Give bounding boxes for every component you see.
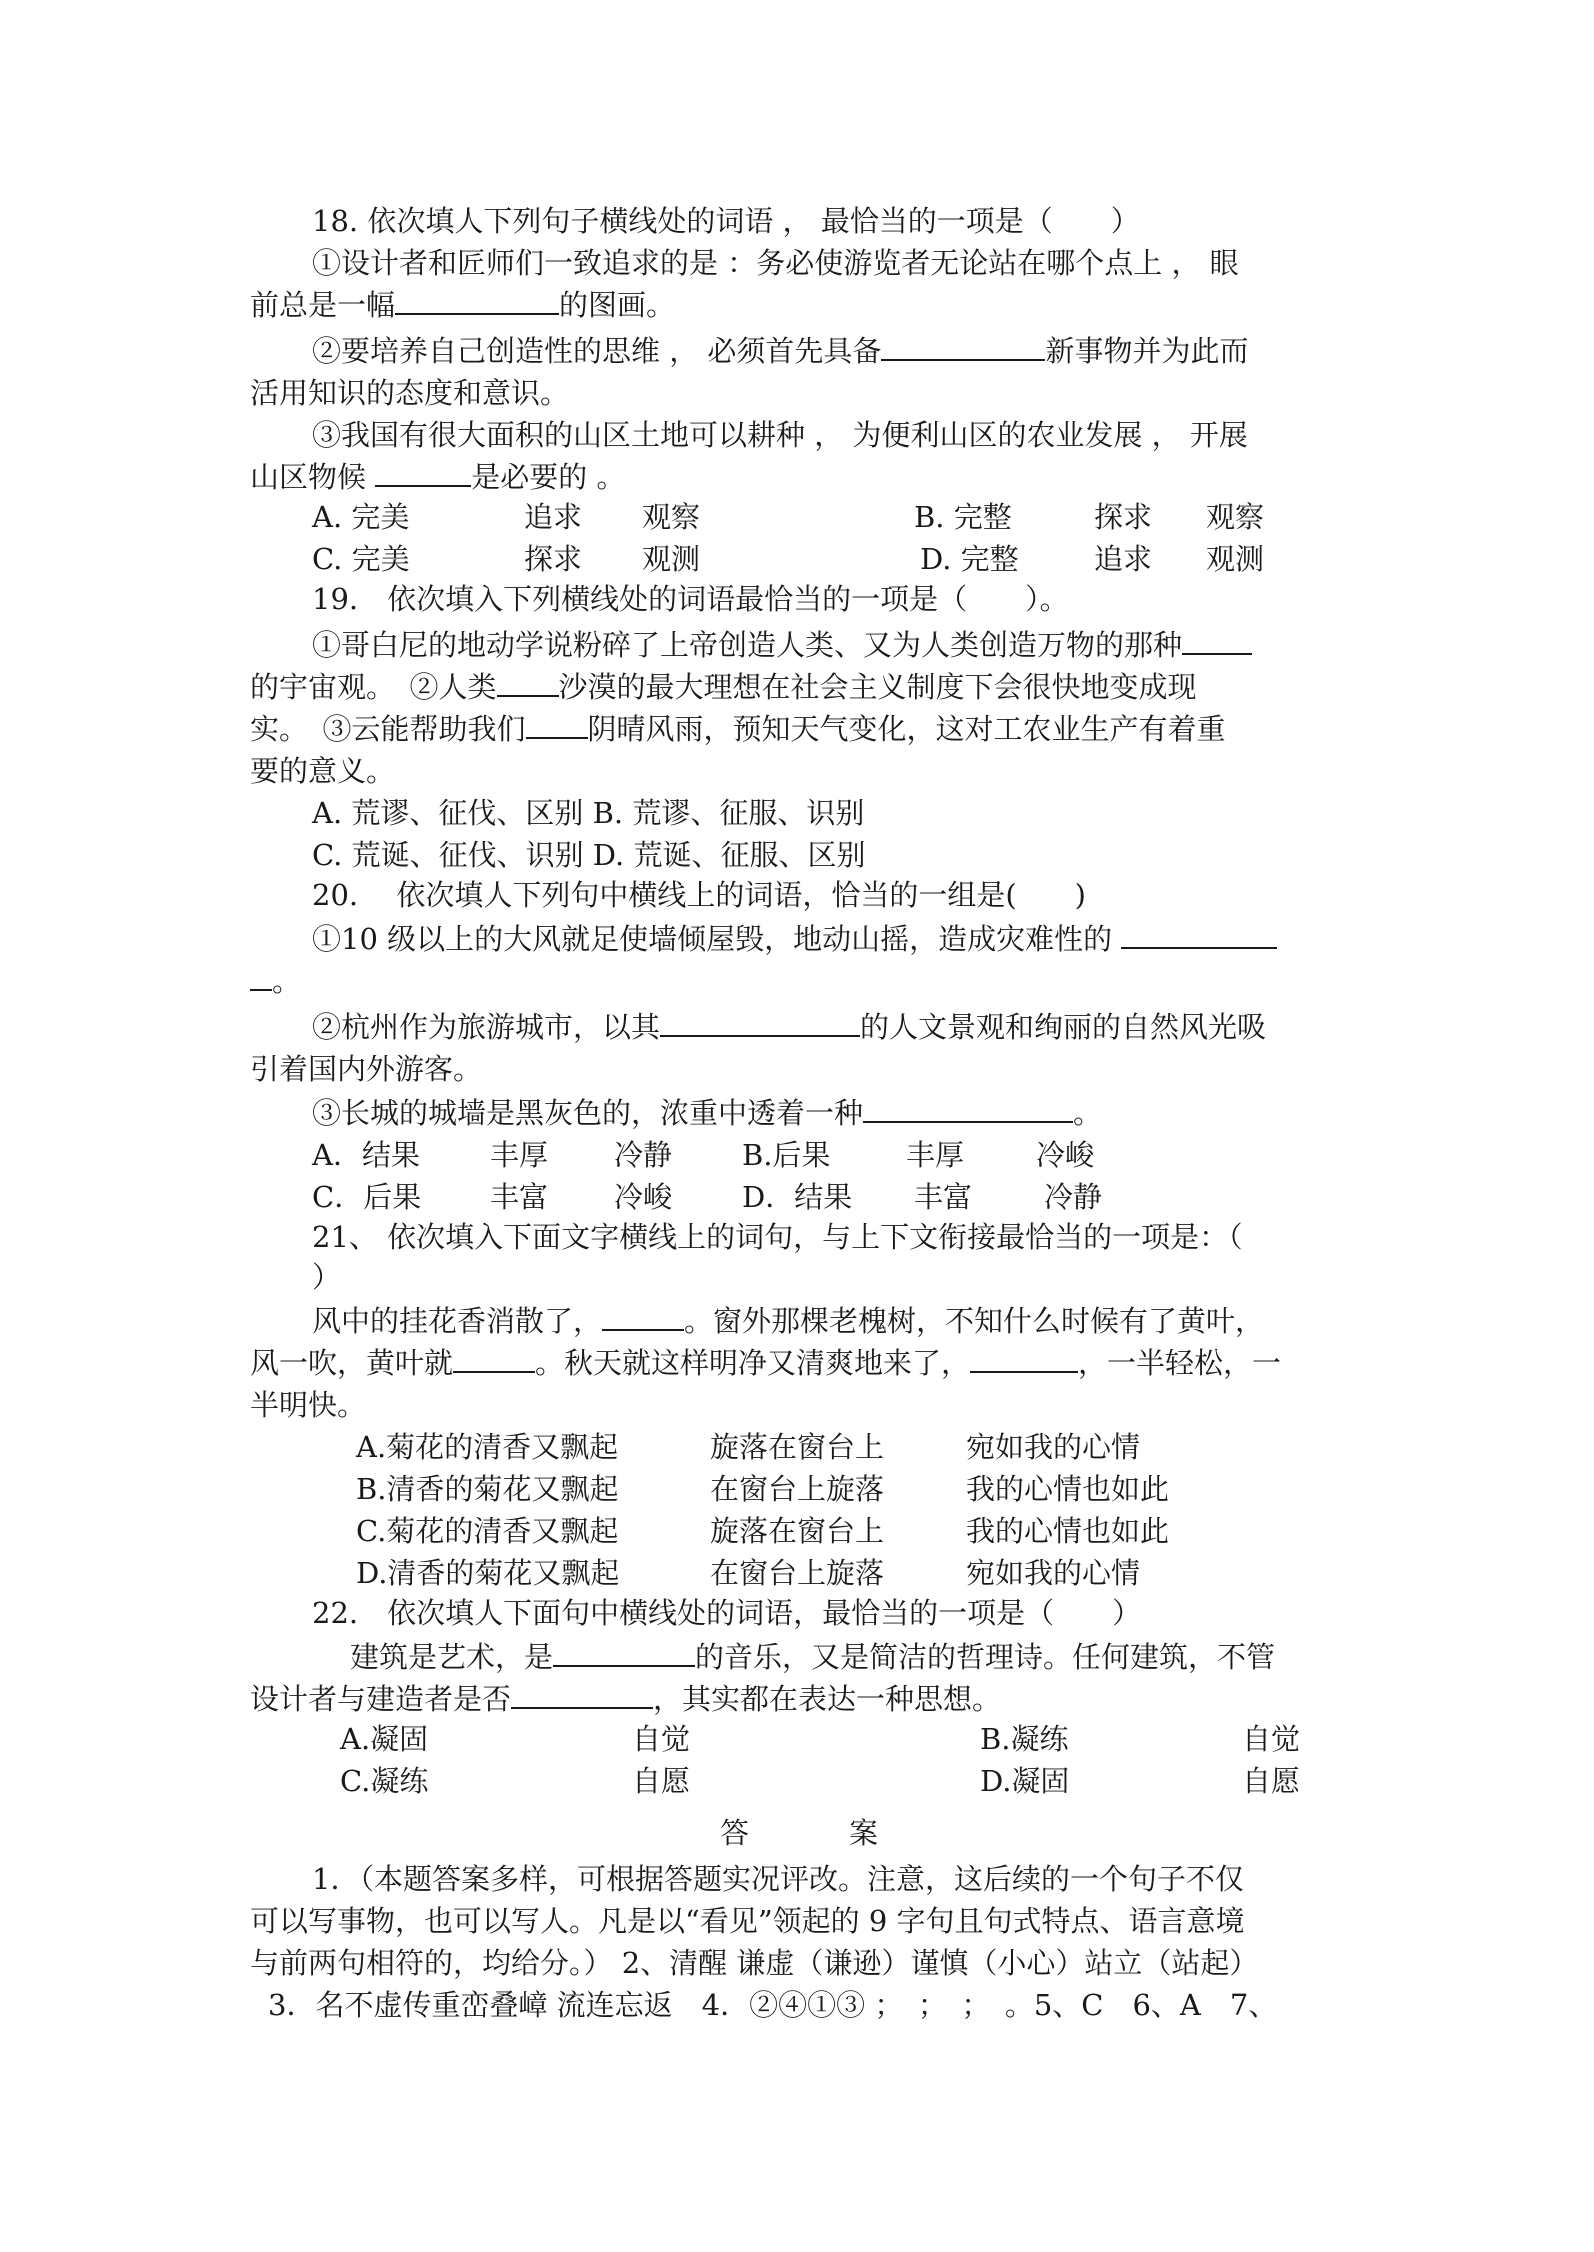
q21-stem: 21、 依次填入下面文字横线上的词句，与上下文衔接最恰当的一项是：（ — [312, 1220, 1243, 1254]
answers-line2: 可以写事物，也可以写人。凡是以“看见”领起的 9 字句且句式特点、语言意境 — [250, 1904, 1245, 1938]
q21-passage2: 风一吹，黄叶就 。秋天就这样明净又清爽地来了， ，一半轻松，一 — [250, 1346, 1282, 1380]
q20-line3: ③长城的城墙是黑灰色的，浓重中透着一种 。 — [312, 1096, 1103, 1130]
q21-option-c: C.菊花的清香又飘起 旋落在窗台上 我的心情也如此 — [356, 1514, 1170, 1548]
blank — [250, 963, 272, 991]
blank — [553, 1639, 695, 1667]
q21-option-b: B.清香的菊花又飘起 在窗台上旋落 我的心情也如此 — [356, 1472, 1170, 1506]
q19-line2: 的宇宙观。 ②人类 沙漠的最大理想在社会主义制度下会很快地变成现 — [250, 670, 1197, 704]
answers-line3: 与前两句相符的，均给分。） 2、清醒 谦虚（谦逊）谨慎（小心）站立（站起） — [250, 1946, 1259, 1980]
q19-line4: 要的意义。 — [250, 754, 396, 788]
blank — [375, 459, 471, 487]
blank — [970, 1345, 1078, 1373]
q18-options-ab: A. 完美 追求 观察 B. 完整 探求 观察 — [312, 500, 1265, 534]
q18-sentence2: ②要培养自己创造性的思维 ， 必须首先具备 新事物并为此而 — [312, 334, 1249, 368]
blank — [660, 1009, 860, 1037]
q22-options-cd: C.凝练 自愿 D.凝固 自愿 — [340, 1764, 1301, 1798]
q21-passage1: 风中的挂花香消散了， 。窗外那棵老槐树，不知什么时候有了黄叶， — [312, 1304, 1265, 1338]
q18-stem: 18. 依次填人下列句子横线处的词语 ， 最恰当的一项是（ ） — [312, 204, 1140, 238]
q19-options-ab: A. 荒谬、征伐、区别 B. 荒谬、征服、识别 — [312, 796, 865, 830]
q18-sentence3: ③我国有很大面积的山区土地可以耕种 ， 为便利山区的农业发展 ， 开展 — [312, 418, 1248, 452]
q18-options-cd: C. 完美 探求 观测 D. 完整 追求 观测 — [312, 542, 1265, 576]
q21-passage3: 半明快。 — [250, 1388, 367, 1422]
q22-line1: 建筑是艺术，是 的音乐，又是简洁的哲理诗。任何建筑，不管 — [350, 1640, 1276, 1674]
q21-option-a: A.菊花的清香又飘起 旋落在窗台上 宛如我的心情 — [356, 1430, 1141, 1464]
answers-line4: 3．名不虚传重峦叠嶂 流连忘返 4．②④①③ ； ； ； 。5、C 6、A 7、 — [268, 1988, 1278, 2022]
q19-line1: ①哥白尼的地动学说粉碎了上帝创造人类、又为人类创造万物的那种 — [312, 624, 1252, 666]
blank — [497, 669, 559, 697]
q21-stem-cont: ） — [312, 1260, 342, 1294]
blank — [511, 1681, 653, 1709]
answers-line1: 1．（本题答案多样，可根据答题实况评改。注意，这后续的一个句子不仅 — [312, 1862, 1244, 1896]
blank — [395, 287, 559, 315]
q20-line2-cont: 引着国内外游客。 — [250, 1052, 483, 1086]
q22-line2: 设计者与建造者是否 ，其实都在表达一种思想。 — [250, 1682, 1002, 1716]
q18-sentence2-cont: 活用知识的态度和意识。 — [250, 376, 570, 410]
q18-sentence3-cont: 山区物候 是必要的 。 — [250, 460, 626, 494]
blank — [526, 711, 588, 739]
blank — [863, 1095, 1073, 1123]
blank — [602, 1303, 684, 1331]
q20-stem: 20. 依次填人下列句中横线上的词语，恰当的一组是( ) — [312, 878, 1086, 912]
blank — [453, 1345, 535, 1373]
q19-line3: 实。 ③云能帮助我们 阴晴风雨，预知天气变化，这对工农业生产有着重 — [250, 712, 1226, 746]
q21-option-d: D.清香的菊花又飘起 在窗台上旋落 宛如我的心情 — [356, 1556, 1141, 1590]
q22-options-ab: A.凝固 自觉 B.凝练 自觉 — [340, 1722, 1301, 1756]
q20-options-cd: C．后果 丰富 冷峻 D．结果 丰富 冷静 — [312, 1180, 1103, 1214]
q20-line2: ②杭州作为旅游城市，以其 的人文景观和绚丽的自然风光吸 — [312, 1010, 1267, 1044]
q19-options-cd: C. 荒诞、征伐、识别 D. 荒诞、征服、区别 — [312, 838, 866, 872]
q18-sentence1: ①设计者和匠师们一致追求的是 ：务必使游览者无论站在哪个点上 ， 眼 — [312, 246, 1239, 280]
q18-sentence1-cont: 前总是一幅 的图画。 — [250, 288, 676, 322]
blank — [1121, 921, 1277, 949]
blank — [1182, 627, 1252, 655]
q20-line1-cont: 。 — [250, 960, 301, 1002]
q19-stem: 19. 依次填入下列横线处的词语最恰当的一项是（ ）。 — [312, 582, 1069, 616]
answers-title: 答 案 — [720, 1816, 879, 1850]
q22-stem: 22. 依次填人下面句中横线处的词语，最恰当的一项是（ ） — [312, 1596, 1142, 1630]
q20-line1: ①10 级以上的大风就足使墙倾屋毁，地动山摇，造成灾难性的 — [312, 918, 1277, 960]
q20-options-ab: A．结果 丰厚 冷静 B.后果 丰厚 冷峻 — [312, 1138, 1095, 1172]
blank — [881, 333, 1045, 361]
